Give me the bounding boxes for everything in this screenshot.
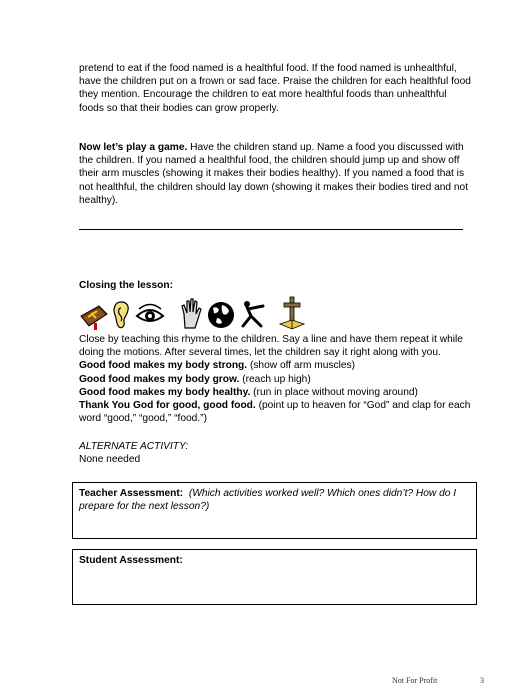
- ear-icon: [111, 296, 131, 332]
- rhyme-line-2-bold: Good food makes my body grow.: [79, 373, 240, 385]
- rhyme-line-2: [79, 373, 474, 386]
- rhyme-tail: word “good,” “good,” “food.”): [79, 413, 207, 425]
- closing-section: [79, 333, 474, 425]
- alternate-activity-value: None needed: [79, 454, 141, 465]
- teacher-assessment-label: Teacher Assessment:: [79, 488, 184, 499]
- rhyme-line-1-note: (show off arm muscles): [247, 360, 356, 372]
- closing-intro: Close by teaching this rhyme to the children. Say a line and have them repeat it while doing the motions. After several times, let the children say it right along with you.: [79, 334, 463, 359]
- student-assessment-box[interactable]: [72, 549, 477, 605]
- rhyme-line-4-bold: Thank You God for good, good food.: [79, 400, 256, 412]
- rhyme-line-1-bold: Good food makes my body strong.: [79, 360, 248, 372]
- bible-icon: [79, 296, 109, 332]
- footer-note: Not For Profit: [392, 676, 438, 685]
- intro-paragraph: pretend to eat if the food named is a healthful food. If the food named is unhealthful, have the children put on a frown or sad face. Praise the children for each healthful food they mention. Encourage the children to eat more healthful foods than unhealthful foods so that their bodies can grow properly.: [79, 63, 471, 114]
- rhyme-line-2-note: (reach up high): [239, 373, 311, 385]
- page-number: 3: [480, 676, 484, 685]
- game-text: Have the children stand up. Name a food you discussed with the children. If you named a healthful food, the children should jump up and show off their arm muscles (showing it makes their bodies healthy). If you named a food that is not healthful, the children should lay down (showing it makes their bodies tired and not healthy).: [79, 142, 469, 206]
- game-lead: Now let’s play a game.: [79, 142, 188, 153]
- eye-icon: [135, 296, 165, 332]
- exercise-figure-icon: [239, 296, 269, 332]
- teacher-assessment-prompt: (Which activities worked well? Which ones didn’t? How do I prepare for the next lesson?): [79, 488, 457, 512]
- rhyme-line-3-note: (run in place without moving around): [250, 386, 418, 398]
- student-assessment-label: Student Assessment:: [79, 555, 183, 566]
- icon-strip: [79, 296, 309, 334]
- divider-line: [79, 229, 463, 230]
- rhyme-line-1: [79, 359, 474, 372]
- teacher-assessment-box[interactable]: [72, 482, 477, 539]
- game-paragraph: [79, 141, 474, 207]
- rhyme-line-4-note: (point up to heaven for “God” and clap for each: [255, 400, 471, 412]
- rhyme-line-3: [79, 386, 474, 399]
- rhyme-line-3-bold: Good food makes my body healthy.: [79, 386, 251, 398]
- cross-on-book-icon: [279, 296, 305, 332]
- globe-icon: [205, 296, 237, 332]
- hand-icon: [179, 296, 203, 332]
- rhyme-line-4: [79, 399, 474, 412]
- alternate-activity-label: ALTERNATE ACTIVITY:: [79, 441, 189, 452]
- closing-heading: Closing the lesson:: [79, 280, 173, 291]
